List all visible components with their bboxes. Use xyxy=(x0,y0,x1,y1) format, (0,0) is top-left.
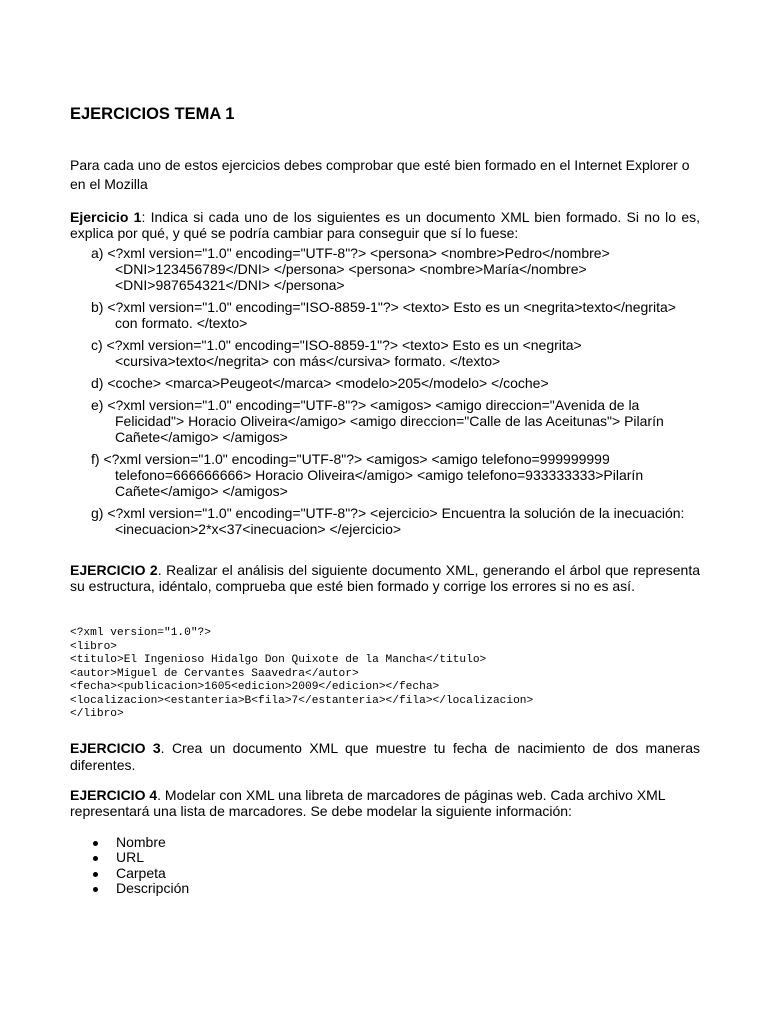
exercise-3-label: EJERCICIO 3 xyxy=(70,740,161,756)
exercise-1-statement xyxy=(70,209,700,241)
list-item: a) <?xml version="1.0" encoding="UTF-8"?> <persona> <nombre>Pedro</nombre> <DNI>123456789</DNI> </persona> <persona> <nombre>María</nombre> <DNI>987654321</DNI> </persona> xyxy=(91,245,610,293)
bullet-text: URL xyxy=(116,849,145,866)
list-item xyxy=(70,850,189,865)
list-item xyxy=(70,866,189,881)
bullet-text: Carpeta xyxy=(116,864,166,881)
exercise-1-list xyxy=(70,245,700,537)
exercise-2-label: EJERCICIO 2 xyxy=(70,562,158,578)
list-item: e) <?xml version="1.0" encoding="UTF-8"?> <amigos> <amigo direccion="Avenida de la Felicidad"> Horacio Oliveira</amigo> <amigo direccion="Calle de las Aceitunas"> Pilarín Cañete</amigo> </amigos> xyxy=(91,397,664,445)
bullet-icon xyxy=(93,856,98,861)
list-item: g) <?xml version="1.0" encoding="UTF-8"?> <ejercicio> Encuentra la solución de la inecuación: <inecuacion>2*x<37<inecuacion> </ejercicio> xyxy=(91,505,685,537)
xml-code-block: <?xml version="1.0"?> <libro> <titulo>El Ingenioso Hidalgo Don Quixote de la Mancha</titulo> <autor>Miguel de Cervantes Saavedra</autor> <fecha><publicacion>1605<edicion>2009</edicion></fecha> <localizacion><estanteria>B<fila>7</estanteria></fila></localizacion> </libro> xyxy=(70,627,534,720)
exercise-4-bullet-list xyxy=(70,835,189,896)
exercise-1 xyxy=(70,209,700,543)
bullet-text: Descripción xyxy=(116,879,190,896)
list-item: f) <?xml version="1.0" encoding="UTF-8"?> <amigos> <amigo telefono=999999999 telefono=666666666> Horacio Oliveira</amigo> <amigo telefono=933333333>Pilarín Cañete</amigo> </amigos> xyxy=(91,451,644,499)
exercise-3-statement xyxy=(70,740,700,774)
exercise-1-label: Ejercicio 1 xyxy=(70,209,142,225)
exercise-4-text: . Modelar con XML una libreta de marcadores de páginas web. Cada archivo XML representará una lista de marcadores. Se debe modelar la siguiente información: xyxy=(70,787,666,819)
exercise-4-statement xyxy=(70,787,700,819)
bullet-icon xyxy=(93,841,98,846)
page-title: EJERCICIOS TEMA 1 xyxy=(70,105,235,123)
bullet-icon xyxy=(93,887,98,892)
bullet-text: Nombre xyxy=(116,834,166,850)
exercise-2-statement xyxy=(70,562,700,594)
exercise-3-text: . Crea un documento XML que muestre tu fecha de nacimiento de dos maneras diferentes. xyxy=(70,740,700,773)
exercise-4-label: EJERCICIO 4 xyxy=(70,787,158,803)
list-item: c) <?xml version="1.0" encoding="ISO-8859-1"?> <texto> Esto es un <negrita><cursiva>texto</negrita> con más</cursiva> formato. </texto> xyxy=(91,337,582,369)
bullet-icon xyxy=(93,872,98,877)
intro-paragraph: Para cada uno de estos ejercicios debes comprobar que esté bien formado en el Internet Explorer o en el Mozilla xyxy=(70,157,690,192)
list-item xyxy=(70,881,189,896)
list-item: d) <coche> <marca>Peugeot</marca> <modelo>205</modelo> </coche> xyxy=(91,375,549,391)
exercise-1-text: : Indica si cada uno de los siguientes es un documento XML bien formado. Si no lo es, explica por qué, y qué se podría cambiar para conseguir que sí lo fuese: xyxy=(70,209,700,241)
list-item xyxy=(70,835,189,850)
exercise-2-text: . Realizar el análisis del siguiente documento XML, generando el árbol que representa su estructura, idéntalo, comprueba que esté bien formado y corrige los errores si no es así. xyxy=(70,562,700,594)
list-item: b) <?xml version="1.0" encoding="ISO-8859-1"?> <texto> Esto es un <negrita>texto</negrita> con formato. </texto> xyxy=(91,299,676,331)
